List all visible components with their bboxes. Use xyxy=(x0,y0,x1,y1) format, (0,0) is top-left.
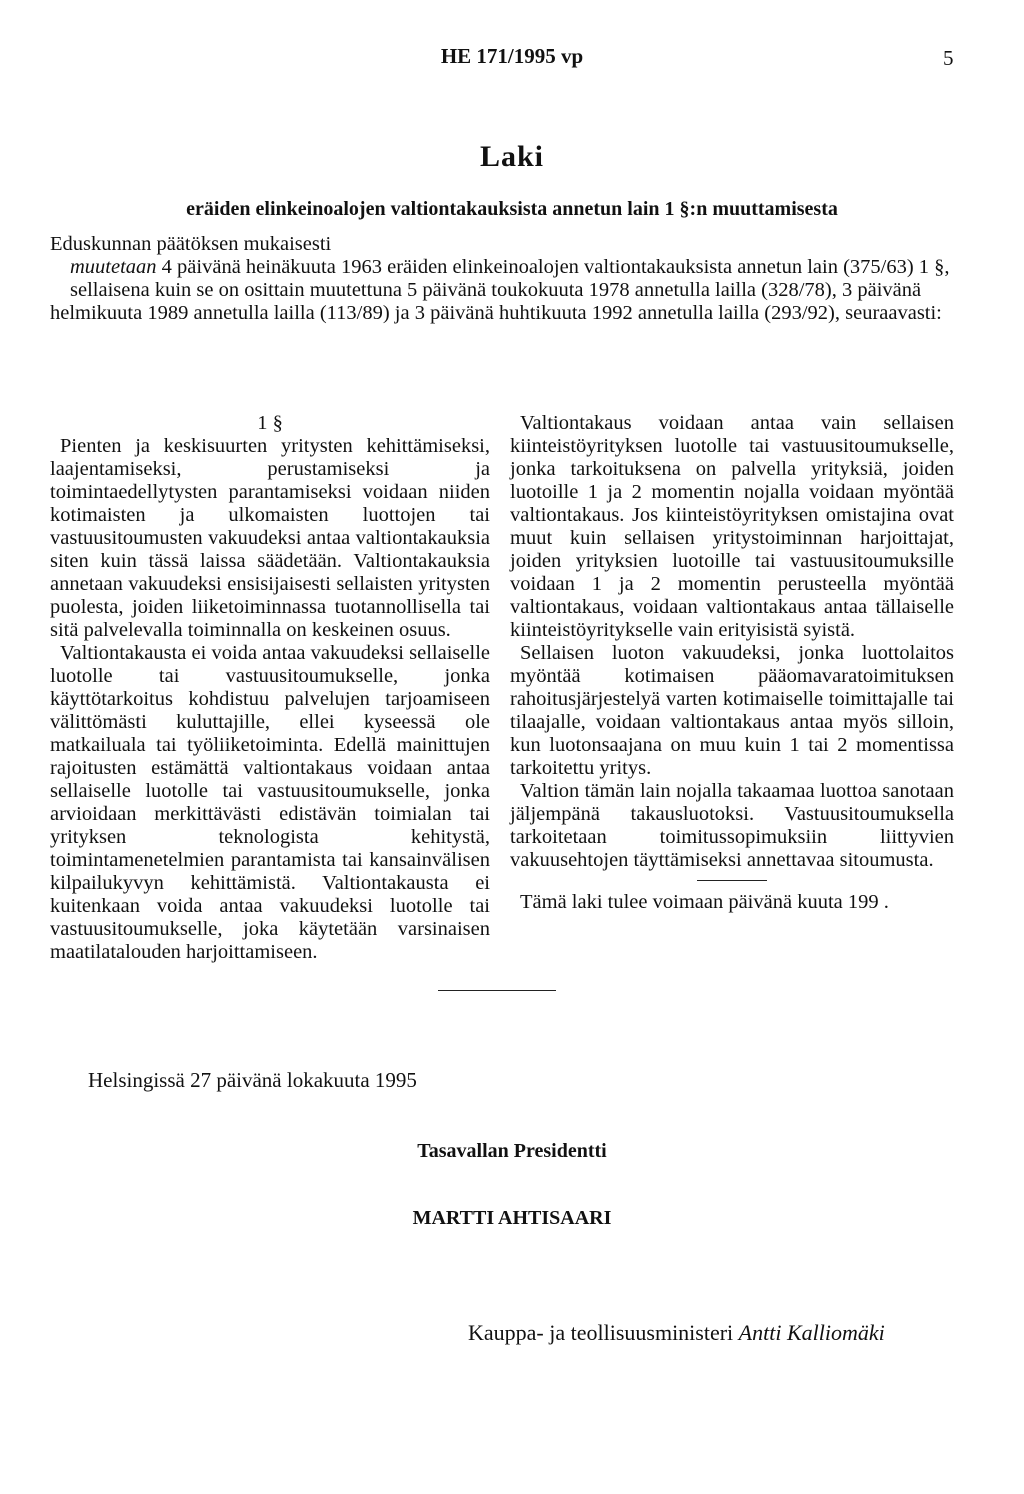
president-title: Tasavallan Presidentti xyxy=(417,1140,607,1162)
left-paragraph-2: Valtiontakausta ei voida antaa vakuudeksi sellaiselle luotolle tai vastuusitoumukselle, jonka käyttötarkoitus kohdistuu palvelujen tarjoamiseen välittömästi kuluttajille, ellei kyseessä ole matkailuala tai työliiketoiminta. Edellä mainittujen rajoitusten estämättä valtiontakaus voidaan antaa sellaiselle luotolle tai vastuusitoumukselle, jonka arvioidaan merkittävästi edistävän toimialan tai yrityksen teknologista kehitystä, toimintamenetelmien parantamista tai kansainvälisen kilpailukyvyn kehittämistä. Valtiontakausta ei kuitenkaan voida antaa vakuudeksi luotolle tai vastuusitoumukselle, joka käytetään varsinaisen maatilatalouden harjoittamiseen. xyxy=(50,642,490,963)
minister-name: Antti Kalliomäki xyxy=(738,1320,885,1345)
right-paragraph-2: Sellaisen luoton vakuudeksi, jonka luottolaitos myöntää kotimaisen pääomavaratoimituksen rahoitusjärjestelyä varten kotimaiselle toimittajalle tai tilaajalle, voidaan valtiontakaus antaa myös silloin, kun luotonsaajana on muu kuin 1 tai 2 momentissa tarkoitettu yritys. xyxy=(510,642,954,779)
entry-into-force: Tämä laki tulee voimaan päivänä kuuta 199 . xyxy=(520,891,889,913)
law-subtitle: eräiden elinkeinoalojen valtiontakauksista annetun lain 1 §:n muuttamisesta xyxy=(186,198,838,220)
left-paragraph-1: Pienten ja keskisuurten yritysten kehittämiseksi, laajentamiseksi, perustamiseksi ja toimintaedellytysten parantamiseksi voidaan niiden kotimaisten ja ulkomaisten luottojen tai vastuusitoumusten vakuudeksi antaa valtiontakauksia siten kuin tässä laissa säädetään. Valtiontakauksia annetaan vakuudeksi ensisijaisesti sellaisten yritysten puolesta, joiden liiketoiminnassa tuotannollisella tai sitä palvelevalla toiminnalla on keskeinen osuus. xyxy=(50,435,490,641)
intro-keyword: muutetaan xyxy=(70,256,157,278)
right-column xyxy=(510,412,954,914)
president-name: MARTTI AHTISAARI xyxy=(412,1207,612,1229)
page-number: 5 xyxy=(943,46,954,70)
signature-divider xyxy=(438,990,556,991)
intro-line-1: Eduskunnan päätöksen mukaisesti xyxy=(50,233,332,255)
section-divider xyxy=(697,880,767,881)
intro-line-2 xyxy=(50,256,970,279)
minister-title: Kauppa- ja teollisuusministeri xyxy=(468,1320,734,1345)
right-paragraph-3: Valtion tämän lain nojalla takaamaa luottoa sanotaan jäljempänä takausluotoksi. Vastuusitoumuksella tarkoitetaan toimitussopimuksiin liittyvien vakuusehtojen täyttämiseksi annettavaa sitoumusta. xyxy=(510,780,954,871)
right-paragraph-1: Valtiontakaus voidaan antaa vain sellaisen kiinteistöyrityksen luotolle tai vastuusitoumukselle, jonka tarkoituksena on palvella yrityksiä, joiden luotoille 1 ja 2 momentin nojalla voidaan myöntää valtiontakaus. Jos kiinteistöyrityksen omistajina ovat muut kuin sellaisen yritystoiminnan harjoittajat, joiden yrityksien luotoille tai vastuusitoumuksille voidaan 1 ja 2 momentin perusteella myöntää valtiontakaus, voidaan valtiontakaus antaa tällaiselle kiinteistöyritykselle vain erityisistä syistä. xyxy=(510,412,954,641)
law-intro xyxy=(50,233,970,325)
section-mark: 1 § xyxy=(257,412,283,434)
intro-line-2-text: 4 päivänä heinäkuuta 1963 eräiden elinkeinoalojen valtiontakauksista annetun lain (375/63) 1 §, xyxy=(156,256,950,278)
place-date: Helsingissä 27 päivänä lokakuuta 1995 xyxy=(88,1068,417,1092)
minister-signature xyxy=(468,1320,885,1346)
left-column xyxy=(50,412,490,964)
law-title: Laki xyxy=(479,140,545,173)
intro-line-3: sellaisena kuin se on osittain muutettuna 5 päivänä toukokuuta 1978 annetulla lailla (328/78), 3 päivänä helmikuuta 1989 annetulla lailla (113/89) ja 3 päivänä huhtikuuta 1992 annetulla lailla (293/92), seuraavasti: xyxy=(50,279,942,324)
document-id: HE 171/1995 vp xyxy=(440,44,584,68)
